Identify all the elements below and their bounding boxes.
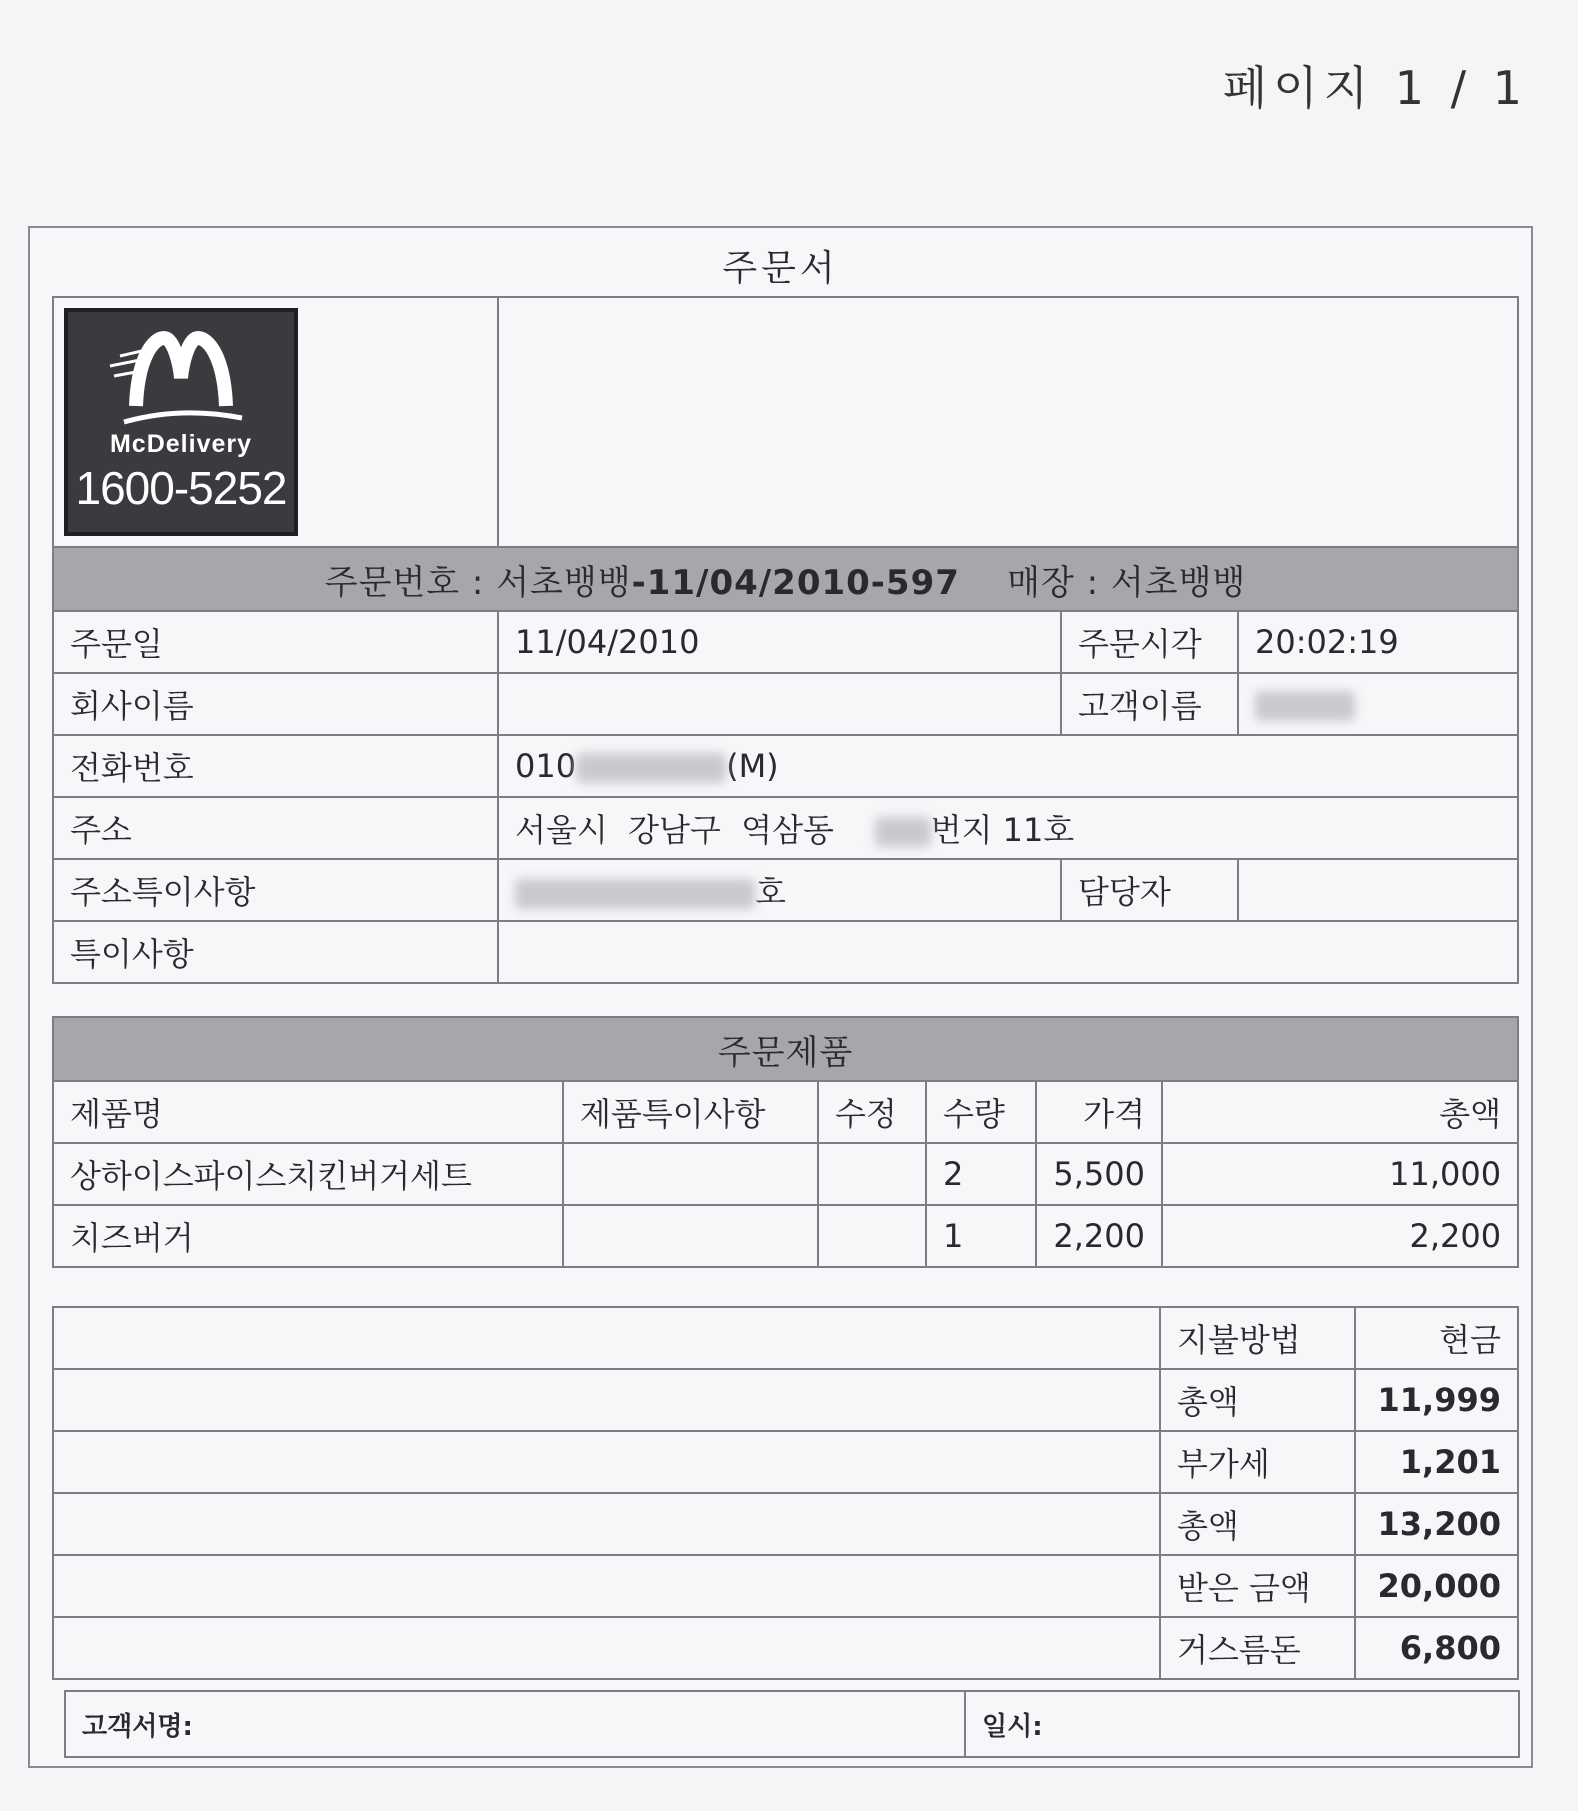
phone-prefix: 010 — [515, 747, 577, 785]
header-note: 제품특이사항 — [563, 1081, 818, 1143]
phone-suffix: (M) — [726, 747, 779, 785]
phone-label: 전화번호 — [53, 735, 498, 797]
product-edit — [818, 1205, 926, 1267]
products-header-row — [53, 1081, 1518, 1143]
phone-value — [498, 735, 1518, 797]
summary-value: 6,800 — [1355, 1617, 1518, 1679]
order-number-banner — [53, 547, 1518, 611]
summary-blank — [53, 1431, 1160, 1493]
product-price: 5,500 — [1036, 1143, 1162, 1205]
customer-name-label: 고객이름 — [1061, 673, 1238, 735]
summary-row — [53, 1555, 1518, 1617]
signature-table — [64, 1690, 1520, 1758]
summary-label: 지불방법 — [1160, 1307, 1355, 1369]
store-label: 매장 : — [1007, 562, 1111, 603]
customer-signature-field: 고객서명: — [65, 1691, 965, 1757]
product-total: 11,000 — [1162, 1143, 1518, 1205]
logo-cell — [53, 297, 498, 547]
product-qty: 2 — [926, 1143, 1036, 1205]
redacted-block — [515, 879, 755, 909]
product-total: 2,200 — [1162, 1205, 1518, 1267]
products-table — [52, 1016, 1519, 1268]
address-row — [53, 797, 1518, 859]
golden-arches-icon — [106, 326, 256, 436]
order-number-code: -11/04/2010-597 — [631, 562, 960, 603]
summary-value: 20,000 — [1355, 1555, 1518, 1617]
address-value — [498, 797, 1518, 859]
logo-table — [52, 296, 1519, 548]
address-note-value — [498, 859, 1061, 921]
company-row — [53, 673, 1518, 735]
address-note-row — [53, 859, 1518, 921]
summary-label: 총액 — [1160, 1493, 1355, 1555]
store-name: 서초뱅뱅 — [1110, 562, 1247, 603]
info-table — [52, 546, 1519, 984]
summary-row — [53, 1617, 1518, 1679]
header-qty: 수량 — [926, 1081, 1036, 1143]
summary-label: 거스름돈 — [1160, 1617, 1355, 1679]
order-date-row — [53, 611, 1518, 673]
redacted-block — [1255, 691, 1355, 721]
order-number-prefix: 서초뱅뱅 — [496, 562, 632, 603]
manager-label: 담당자 — [1061, 859, 1238, 921]
order-time-value: 20:02:19 — [1238, 611, 1518, 673]
summary-blank — [53, 1555, 1160, 1617]
logo-blank-cell — [498, 297, 1518, 547]
table-row — [53, 1205, 1518, 1267]
summary-blank — [53, 1369, 1160, 1431]
address-main: 서울시 강남구 역삼동 — [515, 811, 834, 849]
table-row — [53, 1143, 1518, 1205]
summary-row — [53, 1431, 1518, 1493]
summary-blank — [53, 1307, 1160, 1369]
logo-brand-text: McDelivery — [109, 430, 253, 458]
product-qty: 1 — [926, 1205, 1036, 1267]
product-name: 상하이스파이스치킨버거세트 — [53, 1143, 563, 1205]
order-form — [28, 226, 1533, 1768]
product-note — [563, 1143, 818, 1205]
summary-row — [53, 1369, 1518, 1431]
product-price: 2,200 — [1036, 1205, 1162, 1267]
address-label: 주소 — [53, 797, 498, 859]
company-label: 회사이름 — [53, 673, 498, 735]
product-name: 치즈버거 — [53, 1205, 563, 1267]
summary-row — [53, 1307, 1518, 1369]
page-indicator: 페이지 1 / 1 — [1222, 61, 1528, 115]
phone-row — [53, 735, 1518, 797]
redacted-block — [875, 817, 931, 847]
summary-value: 13,200 — [1355, 1493, 1518, 1555]
address-note-label: 주소특이사항 — [53, 859, 498, 921]
header-price: 가격 — [1036, 1081, 1162, 1143]
remarks-value — [498, 921, 1518, 983]
summary-value: 1,201 — [1355, 1431, 1518, 1493]
company-value — [498, 673, 1061, 735]
summary-label: 받은 금액 — [1160, 1555, 1355, 1617]
summary-blank — [53, 1617, 1160, 1679]
summary-label: 총액 — [1160, 1369, 1355, 1431]
summary-label: 부가세 — [1160, 1431, 1355, 1493]
address-tail: 번지 11호 — [930, 811, 1075, 849]
products-section-title: 주문제품 — [53, 1017, 1518, 1081]
manager-value — [1238, 859, 1518, 921]
header-total: 총액 — [1162, 1081, 1518, 1143]
product-note — [563, 1205, 818, 1267]
signature-datetime-field: 일시: — [965, 1691, 1519, 1757]
remarks-row — [53, 921, 1518, 983]
summary-blank — [53, 1493, 1160, 1555]
order-time-label: 주문시각 — [1061, 611, 1238, 673]
product-edit — [818, 1143, 926, 1205]
order-number-label: 주문번호 : — [324, 562, 497, 603]
address-note-tail: 호 — [755, 873, 786, 911]
logo-phone-text: 1600-5252 — [75, 462, 287, 514]
mcdelivery-logo — [64, 308, 298, 536]
summary-value: 11,999 — [1355, 1369, 1518, 1431]
summary-table — [52, 1306, 1519, 1680]
header-name: 제품명 — [53, 1081, 563, 1143]
customer-name-value — [1238, 673, 1518, 735]
summary-value: 현금 — [1355, 1307, 1518, 1369]
order-date-value: 11/04/2010 — [498, 611, 1061, 673]
order-date-label: 주문일 — [53, 611, 498, 673]
redacted-block — [576, 753, 726, 783]
header-edit: 수정 — [818, 1081, 926, 1143]
remarks-label: 특이사항 — [53, 921, 498, 983]
summary-row — [53, 1493, 1518, 1555]
form-title: 주문서 — [722, 248, 839, 289]
